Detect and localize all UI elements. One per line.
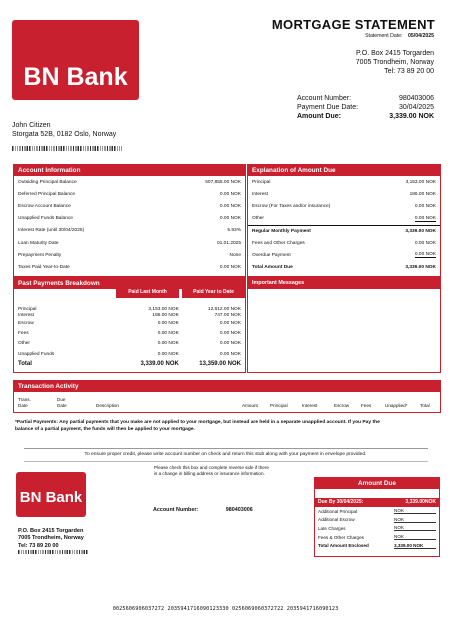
important-messages-panel: [247, 277, 441, 373]
col-description: Description: [96, 403, 119, 408]
transaction-columns: [14, 392, 440, 412]
coupon-amount-row: [315, 507, 439, 516]
customer-address: Storgata 52B, 0182 Oslo, Norway: [12, 131, 117, 139]
coupon-account-value: 980403006: [225, 507, 253, 513]
coupon-amount-field[interactable]: 3,339.00 NOK: [394, 543, 436, 549]
past-payment-label: Principal: [18, 307, 37, 312]
col-amount: Amount: [242, 403, 258, 408]
past-payments-title: Past Payments Breakdown: [14, 278, 245, 289]
explanation-row: [248, 249, 440, 261]
past-payment-row: [14, 350, 245, 360]
account-info-row: [14, 176, 245, 188]
coupon-amount-field[interactable]: NOK: [394, 517, 436, 523]
micr-line: 0025606906037272 2035941716090123330 0256069060372722 2035941716090123: [112, 606, 339, 612]
coupon-logo: [16, 472, 86, 517]
transaction-activity-panel: [13, 380, 441, 413]
coupon-amount-field[interactable]: NOK: [394, 525, 436, 531]
past-payments-panel: [13, 277, 246, 373]
account-info-row-value: 0.00 NOK: [219, 191, 241, 197]
past-payment-ytd: 12,612.00 NOK: [207, 307, 241, 312]
transaction-activity-title: Transaction Activity: [14, 381, 440, 392]
past-total-label: Total: [18, 360, 32, 367]
statement-title: MORTGAGE STATEMENT: [271, 17, 435, 32]
account-summary: [297, 94, 434, 121]
past-payment-label: Interest: [18, 313, 34, 318]
bank-address-line2: 7005 Trondheim, Norway: [355, 59, 434, 67]
statement-date-label: Statement Date:: [365, 33, 403, 39]
checkbox-note: [154, 465, 269, 476]
past-payment-ytd: 0.00 NOK: [219, 341, 241, 347]
customer-block: [12, 121, 116, 139]
past-total-last: 3,339.00 NOK: [140, 360, 179, 367]
col-trans-date-l1: Trans.: [18, 397, 31, 402]
account-info-row-value: 0.00 NOK: [219, 264, 241, 270]
explanation-row-label: Fees and Other Charges: [252, 240, 305, 246]
bank-phone: Tel: 73 89 20 00: [384, 68, 434, 76]
explanation-row-value: 0.00 NOK: [414, 215, 436, 221]
partial-payments-note: *Partial Payments: Any partial payments that you make are not applied to your mortgage, but instead are held in a separate unapplied account. If you Pay the balance of a partial payment, the funds will then be applied to your mortgage.: [15, 420, 380, 432]
explanation-row: [248, 188, 440, 200]
explanation-row-value: 0.00 NOK: [414, 240, 436, 246]
bank-address-line1: P.O. Box 2415 Torgarden: [356, 50, 434, 57]
explanation-row: [248, 225, 440, 237]
past-payment-last: 0.00 NOK: [157, 341, 179, 347]
explanation-row-label: Regular Monthly Payment: [252, 228, 311, 234]
past-payment-label: Other: [18, 341, 30, 347]
explanation-row-value: 0.00 NOK: [414, 203, 436, 209]
coupon-due-by-label: Due By 30/04/2025:: [318, 499, 364, 505]
coupon-logo-text: BN Bank: [19, 489, 83, 506]
customer-barcode: [12, 146, 122, 151]
col-total: Total: [420, 403, 430, 408]
coupon-amount-label: Additional Principal: [318, 508, 358, 514]
past-payment-row: [14, 319, 245, 329]
past-payments-total-row: [14, 361, 245, 367]
coupon-divider-2: [24, 461, 428, 462]
coupon-due-by-value: 3,339.00NOK: [405, 499, 436, 505]
account-info-row-label: Outsiding Principal Balance: [18, 179, 77, 185]
bank-address: [356, 49, 434, 76]
coupon-address: [18, 528, 84, 550]
past-payments-col-headers: [116, 289, 245, 298]
explanation-row-label: Other: [252, 216, 264, 222]
account-info-panel: [13, 164, 246, 277]
coupon-amount-rows: [315, 507, 439, 550]
past-payment-row: [14, 306, 245, 313]
coupon-amount-due-panel: [314, 477, 440, 557]
coupon-amount-row: [315, 524, 439, 533]
col-interest: Interest: [302, 403, 318, 408]
col-trans-date-l2: Date: [18, 402, 28, 408]
explanation-panel: [247, 164, 441, 277]
explanation-row-value: 3,339.00 NOK: [405, 264, 436, 270]
amount-due-label: Amount Due:: [297, 113, 341, 121]
coupon-address-line2: 7005 Trondheim, Norway: [18, 535, 84, 542]
account-number-value: 980403006: [398, 95, 434, 102]
account-info-row-label: Escrow Account Balance: [18, 203, 71, 209]
checkbox-note-line1: Please check this box and complete reverse side if there: [154, 465, 269, 470]
statement-date-value: 05/04/2025: [408, 33, 434, 39]
past-payment-label: Unapplied Funds: [18, 351, 55, 357]
explanation-title: Explanation of Amount Due: [248, 165, 440, 176]
amount-due-value: 3,339.00 NOK: [389, 113, 434, 121]
account-number-label: Account Number:: [297, 95, 352, 102]
coupon-phone: Tel: 73 89 20 00: [18, 542, 59, 549]
account-info-row-value: 0.00 NOK: [219, 203, 241, 209]
account-info-rows: [14, 176, 245, 274]
account-info-row-label: Interest Rate (until 30/04/2025): [18, 228, 85, 234]
col-unapplied: Unapplied*: [385, 403, 408, 408]
col-fees: Fees: [361, 403, 372, 408]
past-total-ytd: 13,359.00 NOK: [199, 360, 241, 367]
col-paid-ytd: Paid Year to Date: [193, 289, 234, 295]
account-info-row-value: None: [229, 252, 241, 258]
coupon-amount-label: Total Amount Enclosed: [318, 543, 369, 549]
explanation-row-label: Total Amount Due: [252, 264, 293, 270]
statement-date: [365, 33, 434, 40]
past-payment-last: 3,153.00 NOK: [148, 307, 179, 312]
customer-name: John Citizen: [12, 122, 51, 129]
account-info-row: [14, 213, 245, 225]
account-info-row-label: Prepayment Penalty: [18, 252, 62, 258]
checkbox-note-line2: is a change in billing address or insurance information.: [154, 470, 265, 476]
col-escrow: Escrow: [334, 403, 350, 408]
explanation-row: [248, 237, 440, 249]
col-due-date: [57, 397, 67, 408]
past-payment-row: [14, 329, 245, 339]
coupon-address-line1: P.O. Box 2415 Torgarden: [18, 528, 84, 534]
past-payment-ytd: 0.00 NOK: [219, 351, 241, 357]
col-principal: Principal: [270, 403, 288, 408]
coupon-amount-field[interactable]: NOK: [394, 534, 436, 540]
explanation-row: [248, 200, 440, 212]
account-info-row-label: Loan Maturity Date: [18, 240, 59, 246]
explanation-row-label: Principal: [252, 179, 271, 185]
col-paid-last-month: Paid Last Month: [128, 289, 167, 295]
coupon-amount-label: Late Charges: [318, 525, 346, 531]
account-info-row-value: 507,855.00 NOK: [205, 179, 241, 185]
explanation-row-value: 3,339.00 NOK: [405, 228, 436, 234]
account-info-row-label: Taxes Paid Year-to-Date: [18, 264, 70, 270]
col-due-date-l1: Due: [57, 397, 66, 402]
past-payment-label: Fees: [18, 331, 29, 337]
col-trans-date: [18, 397, 31, 408]
coupon-account: [153, 507, 253, 513]
col-due-date-l2: Date: [57, 402, 67, 408]
account-info-row-value: 5.93%: [227, 228, 241, 234]
account-info-row-value: 01.01.2025: [216, 240, 241, 246]
coupon-account-label: Account Number:: [153, 507, 199, 513]
payment-due-value: 30/04/2025: [398, 104, 434, 112]
account-info-row-value: 0.00 NOK: [219, 216, 241, 222]
coupon-due-by-row: [315, 498, 439, 507]
account-info-title: Account Information: [14, 165, 245, 176]
coupon-amount-row: [315, 516, 439, 525]
account-info-row-label: Unapplied Funds Balance: [18, 216, 73, 222]
past-payments-rows: [14, 306, 245, 360]
past-payment-last: 0.00 NOK: [157, 321, 179, 326]
account-info-row: [14, 200, 245, 212]
coupon-amount-field[interactable]: NOK: [394, 508, 436, 514]
explanation-row: [248, 261, 440, 273]
past-payment-row: [14, 339, 245, 349]
coupon-amount-label: Additional Escrow: [318, 517, 355, 523]
bank-logo-text: BN Bank: [23, 63, 128, 91]
explanation-row-label: Overdue Payment: [252, 252, 291, 258]
explanation-rows: [248, 176, 440, 274]
past-payment-last: 0.00 NOK: [157, 331, 179, 337]
bank-logo: [12, 20, 139, 100]
coupon-amount-row: [315, 533, 439, 542]
past-payment-last: 0.00 NOK: [157, 351, 179, 357]
payment-due-label: Payment Due Date:: [297, 104, 359, 112]
explanation-row-value: 0.00 NOK: [414, 252, 436, 258]
account-info-row: [14, 261, 245, 273]
explanation-row-label: Escrow (For Taxes and/or insurance): [252, 203, 331, 209]
account-info-row: [14, 225, 245, 237]
coupon-amount-row: [315, 541, 439, 550]
coupon-amount-label: Fees & Other Charges: [318, 534, 364, 540]
account-info-row: [14, 188, 245, 200]
past-payment-label: Escrow: [18, 321, 34, 326]
past-payment-last: 186.00 NOK: [152, 313, 179, 318]
explanation-row-label: Interest: [252, 191, 268, 197]
coupon-divider: [24, 448, 428, 449]
account-info-row-label: Deferred Principal Balance: [18, 191, 76, 197]
explanation-row: [248, 213, 440, 225]
coupon-amount-due-title: Amount Due: [315, 478, 439, 489]
past-payment-ytd: 747.00 NOK: [214, 313, 241, 318]
account-info-row: [14, 237, 245, 249]
account-info-row: [14, 249, 245, 261]
explanation-row: [248, 176, 440, 188]
past-payment-ytd: 0.00 NOK: [219, 331, 241, 337]
coupon-instruction: To ensure proper credit, please write account number on check and return this stub along with your payment in envelope provided.: [84, 452, 367, 457]
explanation-row-value: 3,153.00 NOK: [405, 179, 436, 185]
coupon-barcode: [18, 550, 88, 554]
past-payment-ytd: 0.00 NOK: [219, 321, 241, 326]
explanation-row-value: 186.00 NOK: [409, 191, 436, 197]
important-messages-title: Important Messages: [248, 278, 440, 289]
